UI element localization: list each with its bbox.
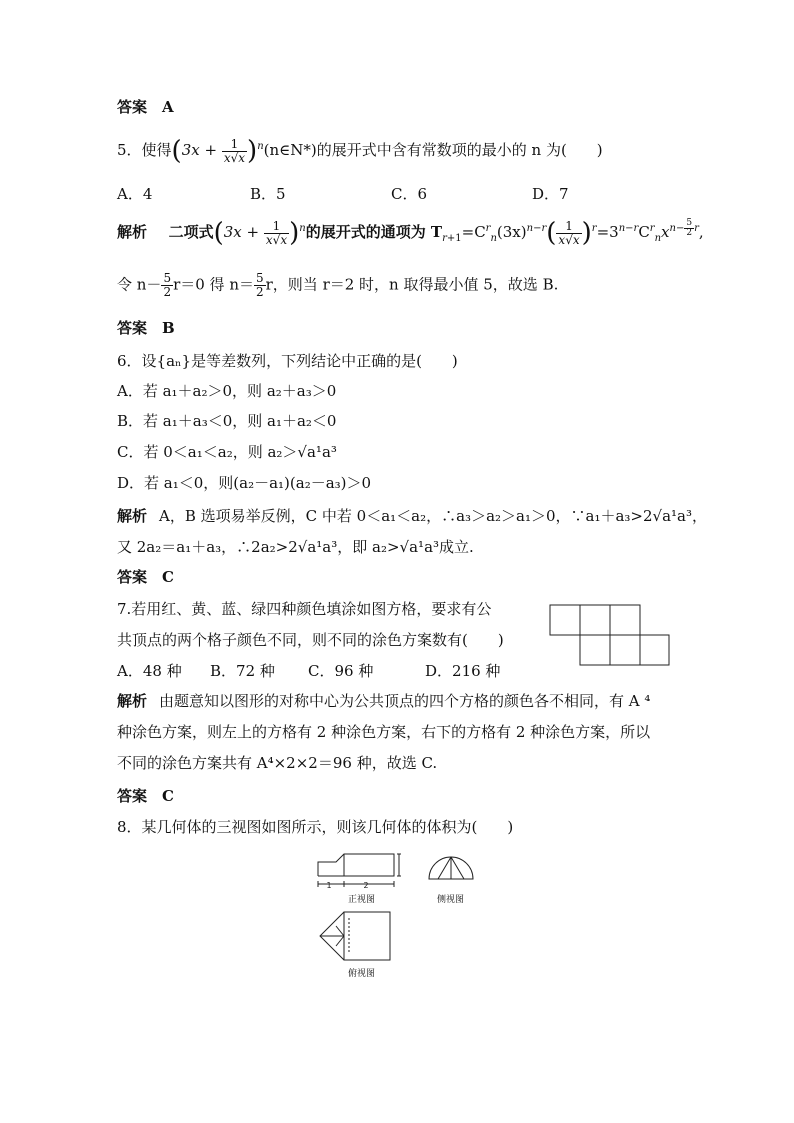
- q7-option-c: C．96 种: [308, 662, 374, 680]
- q7-analysis-line1: 解析 由题意知以图形的对称中心为公共顶点的四个方格的颜色各不相同，有 A ⁴: [117, 692, 651, 710]
- q6-option-a: A．若 a₁＋a₂＞0，则 a₂＋a₃＞0: [117, 382, 337, 400]
- q5-stem: 5．使得(3x + $\frac{1}{x√x}$ )$^n$(n∈N*)的展开式中含有常数项的最小的 n 为( ): [117, 136, 603, 166]
- q5-analysis-line2: 令 n－ $\frac{5}{2}$ r＝0 得 n＝ $\frac{5}{2}$ r，则当 r＝2 时，n 取得最小值 5，故选 B.: [117, 271, 559, 299]
- q8-stem: 8．某几何体的三视图如图所示，则该几何体的体积为( ): [117, 818, 514, 836]
- q6-stem: 6．设{aₙ}是等差数列，下列结论中正确的是( ): [117, 352, 458, 370]
- q5-option-a: A．4: [117, 185, 153, 203]
- q5-option-d: D．7: [532, 185, 569, 203]
- q7-analysis-line2: 种涂色方案，则左上的方格有 2 种涂色方案，右下的方格有 2 种涂色方案，所以: [117, 723, 651, 741]
- q8-dim-2: 2: [363, 881, 369, 890]
- q7-answer: 答案 C: [117, 787, 174, 805]
- q6-option-c: C．若 0＜a₁＜a₂，则 a₂＞√a¹a³: [117, 443, 337, 461]
- q7-stem-line1: 7.若用红、黄、蓝、绿四种颜色填涂如图方格，要求有公: [117, 600, 492, 618]
- q8-front-label: 正视图: [348, 895, 376, 905]
- q6-analysis-line2: 又 2a₂＝a₁＋a₃，∴2a₂>2√a¹a³，即 a₂>√a¹a³成立.: [117, 538, 474, 556]
- q6-option-b: B．若 a₁＋a₃＜0，则 a₁＋a₂＜0: [117, 412, 337, 430]
- q5-prefix: 5．使得: [117, 141, 172, 159]
- q7-option-d: D．216 种: [425, 662, 501, 680]
- q7-option-a: A．48 种: [117, 662, 182, 680]
- q5-suffix: (n∈N*)的展开式中含有常数项的最小的 n 为( ): [263, 141, 603, 159]
- q8-front-view: [314, 850, 406, 890]
- q5-option-c: C．6: [391, 185, 428, 203]
- q7-analysis-line3: 不同的涂色方案共有 A⁴×2×2＝96 种，故选 C.: [117, 754, 438, 772]
- q7-option-b: B．72 种: [210, 662, 275, 680]
- q8-top-view: [316, 910, 394, 964]
- q7-stem-line2: 共顶点的两个格子颜色不同，则不同的涂色方案数有( ): [117, 631, 504, 649]
- q8-top-label: 俯视图: [348, 969, 376, 979]
- q6-option-d: D．若 a₁＜0，则(a₂－a₁)(a₂－a₃)＞0: [117, 474, 372, 492]
- q5-answer: 答案 B: [117, 319, 175, 337]
- q4-answer: 答案 A: [117, 98, 174, 116]
- q6-analysis-line1: 解析 A，B 选项易举反例，C 中若 0＜a₁＜a₂，∴a₃＞a₂＞a₁＞0，∵a₁＋a₃>2√a¹a³，: [117, 507, 708, 525]
- q5-option-b: B．5: [250, 185, 286, 203]
- q8-side-view: [426, 852, 476, 882]
- q8-dim-1: 1: [326, 881, 332, 890]
- q8-side-label: 侧视图: [437, 895, 465, 905]
- q7-grid-figure: [549, 604, 671, 667]
- q5-analysis-label: 解析: [117, 223, 148, 241]
- q5-analysis-line1: 解析 二项式(3x + $\frac{1}{x√x}$ )$^n$的展开式的通项为 $T_{r+1}=C^r_n(3x)^{n-r}$( $\frac{1}{x√x}$ )$^r=3^{n-r}C^r_nx^{n- \frac{5}{2} r}$,: [117, 218, 704, 248]
- q6-answer: 答案 C: [117, 568, 174, 586]
